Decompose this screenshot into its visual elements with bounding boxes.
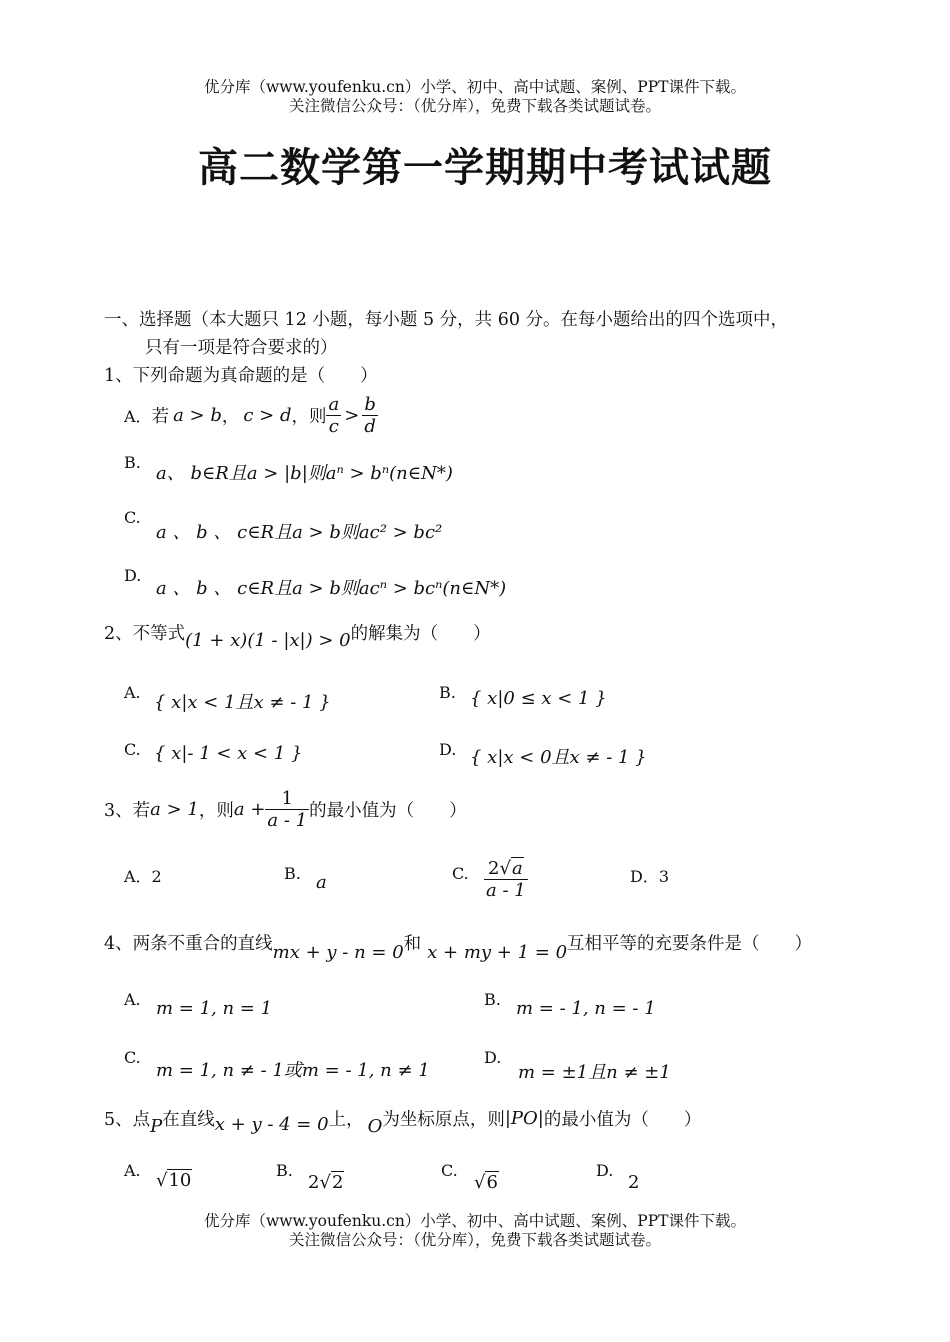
stem-text: 互相平等的充要条件是（ ） (567, 934, 813, 954)
fraction-2-sqrt-a-over-a-minus-1: $\frac{2√a}{a - 1}$ (486, 858, 526, 901)
question-2-option-b-label: B. (439, 683, 456, 702)
question-3-option-c-label: C. (452, 864, 469, 883)
option-label: A． (124, 407, 152, 426)
question-5-option-a: √10 (156, 1170, 192, 1191)
question-4-option-a-label: A. (124, 990, 141, 1009)
stem-text: 5、点 (104, 1110, 151, 1130)
question-4-option-b: m = - 1, n = - 1 (516, 998, 656, 1019)
math-expr: a + (233, 799, 266, 820)
math-point-p: P (150, 1116, 163, 1137)
question-3-option-b-label: B. (284, 864, 301, 883)
question-3-option-d: D．3 (630, 867, 670, 886)
question-3-stem (104, 788, 467, 831)
page-title: 高二数学第一学期期中考试试题 (198, 145, 772, 191)
question-1-option-a (124, 394, 378, 437)
math-expr: x + my + 1 = 0 (427, 942, 568, 963)
math-expr: |PO| (504, 1108, 544, 1129)
option-text: 若 (151, 407, 170, 427)
question-4-option-c-label: C. (124, 1048, 141, 1067)
question-1-option-c: a 、 b 、 c∈R且a > b则ac² > bc² (156, 522, 443, 543)
footer-line-2: 关注微信公众号：（优分库），免费下载各类试题试卷。 (288, 1231, 661, 1249)
stem-text: ，则 (198, 801, 234, 821)
question-2-option-b: { x|0 ≤ x < 1 } (470, 688, 607, 709)
stem-text: 4、两条不重合的直线 (104, 934, 273, 954)
stem-text: 的最小值为（ ） (309, 801, 467, 821)
header-line-1: 优分库（www.youfenku.cn）小学、初中、高中试题、案例、PPT课件下载。 (203, 78, 747, 96)
question-4-stem (104, 930, 812, 963)
question-1-option-b-label: B. (124, 453, 141, 472)
question-2-option-d: { x|x < 0且x ≠ - 1 } (470, 747, 647, 768)
question-4-option-d-label: D. (484, 1048, 502, 1067)
math-expr: a > 1 (150, 799, 199, 820)
stem-text: 和 (403, 934, 422, 954)
math-expr: a > b (173, 405, 222, 426)
question-2-option-c-label: C. (124, 740, 141, 759)
question-5-option-c: √6 (474, 1172, 498, 1193)
math-expr: c > d (243, 405, 292, 426)
question-2-option-c: { x|- 1 < x < 1 } (154, 743, 303, 764)
separator: ， (221, 407, 240, 427)
question-5-option-b: 2√2 (308, 1172, 344, 1193)
question-1-stem: 1、下列命题为真命题的是（ ） (104, 366, 378, 386)
fraction-a-over-c: $\frac{a}{c}$ (328, 394, 340, 437)
math-expr: mx + y - n = 0 (272, 942, 404, 963)
math-symbol: > (344, 405, 360, 426)
math-expr: (1 + x)(1 - |x|) > 0 (185, 630, 351, 651)
stem-text: 2、不等式 (104, 624, 186, 644)
stem-text: 的解集为（ ） (350, 624, 491, 644)
question-2-stem (104, 620, 491, 651)
question-2-option-a: { x|x < 1且x ≠ - 1 } (154, 692, 331, 713)
header-line-2: 关注微信公众号：（优分库），免费下载各类试题试卷。 (288, 97, 661, 115)
section-heading-line-1: 一、选择题（本大题只 12 小题，每小题 5 分，共 60 分。在每小题给出的四个选项中， (104, 310, 789, 330)
question-1-option-b: a、 b∈R且a > |b|则aⁿ > bⁿ(n∈N*) (156, 463, 453, 484)
stem-text: 在直线 (162, 1110, 215, 1130)
question-3-option-a: A．2 (124, 867, 162, 886)
question-5-option-b-label: B. (276, 1161, 293, 1180)
stem-text: 为坐标原点，则 (382, 1110, 505, 1130)
stem-text: 的最小值为（ ） (543, 1110, 702, 1130)
question-3-option-b: a (316, 872, 327, 893)
question-5-option-c-label: C. (441, 1161, 458, 1180)
fraction-b-over-d: $\frac{b}{d}$ (364, 394, 376, 437)
section-heading-line-2: 只有一项是符合要求的） (145, 338, 338, 358)
math-point-o: O (367, 1116, 383, 1137)
question-4-option-c: m = 1, n ≠ - 1或m = - 1, n ≠ 1 (156, 1060, 430, 1081)
question-5-stem (104, 1106, 701, 1137)
question-2-option-d-label: D. (439, 740, 457, 759)
question-1-option-d-label: D. (124, 566, 142, 585)
question-3-option-c (484, 858, 528, 901)
question-5-option-a-label: A. (124, 1161, 141, 1180)
question-5-option-d-label: D. (596, 1161, 614, 1180)
question-4-option-b-label: B. (484, 990, 501, 1009)
question-2-option-a-label: A. (124, 683, 141, 702)
question-1-option-d: a 、 b 、 c∈R且a > b则acⁿ > bcⁿ(n∈N*) (156, 578, 507, 599)
question-1-option-c-label: C. (124, 508, 141, 527)
math-expr: x + y - 4 = 0 (214, 1114, 329, 1135)
footer-line-1: 优分库（www.youfenku.cn）小学、初中、高中试题、案例、PPT课件下载。 (203, 1212, 747, 1230)
question-4-option-a: m = 1, n = 1 (156, 998, 273, 1019)
stem-text: 3、若 (104, 801, 151, 821)
question-5-option-d: 2 (628, 1172, 640, 1193)
option-text: ，则 (291, 407, 327, 427)
fraction-1-over-a-minus-1: $\frac{1}{a - 1}$ (267, 788, 308, 831)
question-4-option-d: m = ±1且n ≠ ±1 (518, 1062, 671, 1083)
stem-text: 上， (328, 1110, 364, 1130)
